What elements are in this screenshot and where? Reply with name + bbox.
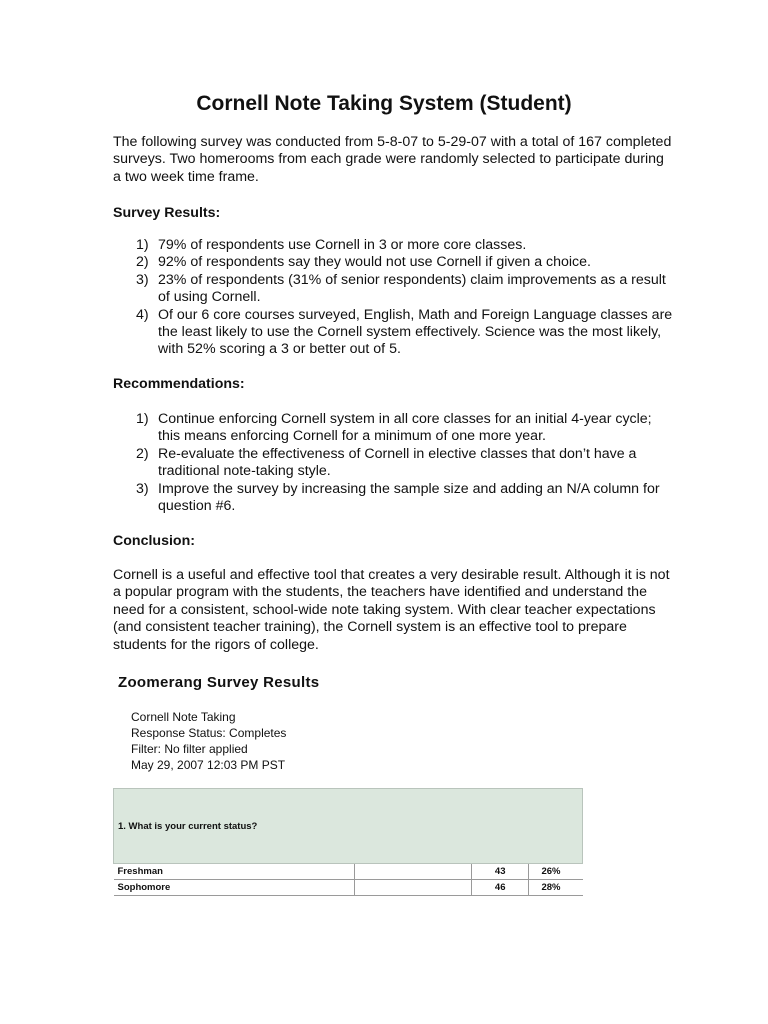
list-item: 3) 23% of respondents (31% of senior respondents) claim improvements as a result of using Cornell. — [136, 271, 666, 306]
survey-results-heading: Survey Results: — [113, 205, 221, 221]
list-item: 2) 92% of respondents say they would not use Cornell if given a choice. — [136, 254, 591, 271]
list-item: 1) 79% of respondents use Cornell in 3 or more core classes. — [136, 237, 527, 253]
table-row — [114, 864, 583, 880]
recommendations-list — [113, 411, 673, 515]
question-row — [114, 789, 583, 864]
document-title: Cornell Note Taking System (Student) — [196, 92, 572, 115]
row-percent: 26% — [528, 864, 583, 880]
row-count: 43 — [471, 864, 528, 880]
row-label: Sophomore — [114, 880, 355, 896]
intro-paragraph: The following survey was conducted from 5-8-07 to 5-29-07 with a total of 167 completed surveys. Two homerooms from each grade were randomly selected to participate during a two week time frame. — [113, 134, 672, 185]
row-percent: 28% — [528, 880, 583, 896]
conclusion-heading: Conclusion: — [113, 533, 195, 549]
question-text: 1. What is your current status? — [114, 789, 583, 864]
meta-filter: Filter: No filter applied — [131, 742, 248, 756]
list-item: 2) Re-evaluate the effectiveness of Cornell in elective classes that don’t have a traditional note-taking style. — [136, 445, 637, 480]
meta-response-status: Response Status: Completes — [131, 726, 287, 740]
zoomerang-title: Zoomerang Survey Results — [118, 674, 320, 691]
list-item: 3) Improve the survey by increasing the sample size and adding an N/A column for question #6. — [136, 480, 660, 515]
list-item: 1) Continue enforcing Cornell system in all core classes for an initial 4-year cycle; this means enforcing Cornell for a minimum of one more year. — [136, 411, 652, 445]
row-label: Freshman — [114, 864, 355, 880]
list-item: 4) Of our 6 core courses surveyed, English, Math and Foreign Language classes are the least likely to use the Cornell system effectively. Science was the most likely, with 52% scoring a 3 or better out of 5. — [136, 306, 673, 358]
survey-table — [113, 788, 583, 896]
row-bar-cell — [354, 880, 471, 896]
meta-survey-name: Cornell Note Taking — [131, 710, 236, 724]
table-row — [114, 880, 583, 896]
survey-results-list — [113, 237, 673, 359]
conclusion-paragraph: Cornell is a useful and effective tool that creates a very desirable result. Although it is not a popular program with the students, the teachers have identified and understand the need for a consistent, school-wide note taking system. With clear teacher expectations (and consistent teacher training), the Cornell system is an effective tool to prepare students for the rigors of college. — [113, 567, 670, 653]
meta-date: May 29, 2007 12:03 PM PST — [131, 758, 286, 772]
recommendations-heading: Recommendations: — [113, 376, 245, 392]
survey-meta — [131, 709, 286, 773]
row-count: 46 — [471, 880, 528, 896]
row-bar-cell — [354, 864, 471, 880]
